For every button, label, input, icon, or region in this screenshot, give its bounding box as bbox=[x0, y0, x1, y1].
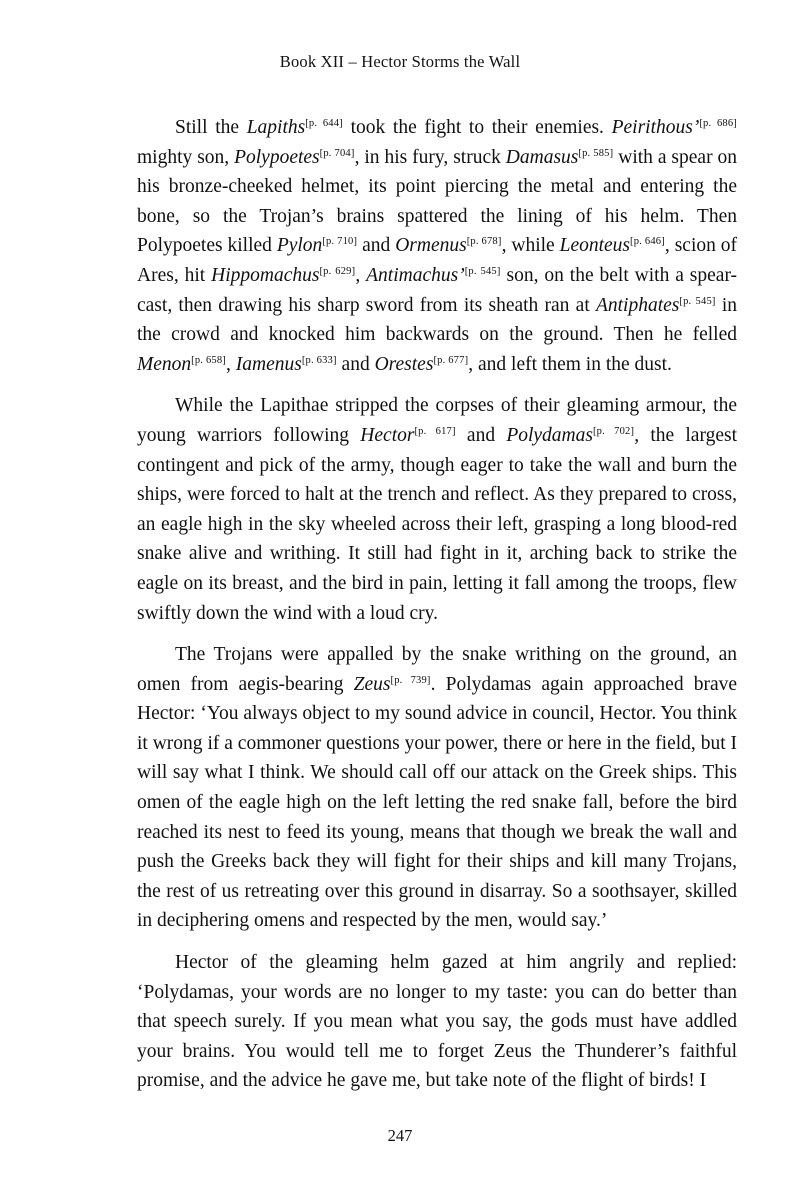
text-run: , and left them in the dust. bbox=[468, 353, 672, 375]
proper-name: Peirithous’ bbox=[611, 117, 700, 138]
text-run: , in his fury, struck bbox=[354, 146, 506, 168]
text-run: mighty son, bbox=[137, 146, 235, 168]
text-run: Hector of the gleaming helm gazed at him angrily and replied: ‘Polydamas, your words are no longer to my taste: you can do better than that speech surely. If you mean what you say, the gods must have addled your brains. You would tell me to forget Zeus the Thunderer’s faithful promise, and the advice he gave me, but take note of the flight of birds! I bbox=[137, 952, 737, 1092]
page-reference: [p. 633] bbox=[301, 354, 337, 366]
page-reference: [p. 585] bbox=[578, 147, 614, 159]
page-reference: [p. 678] bbox=[466, 236, 502, 248]
page-reference: [p. 646] bbox=[630, 236, 665, 248]
text-run: , bbox=[355, 264, 367, 286]
proper-name: Polypoetes bbox=[234, 146, 320, 168]
text-run: , scion of Ares, hit bbox=[137, 235, 738, 286]
paragraph bbox=[137, 391, 737, 628]
text-run: , the largest contingent and pick of the army, though eager to take the wall and burn the ships, were forced to halt at the trench and reflect. As they prepared to cross, an eagle high in the sky wheeled across their left, grasping a long blood-red snake alive and writhing. It still had fight in it, arching back to strike the eagle on its breast, and the bird in pain, letting it fall among the troops, flew swiftly down the wind with a loud cry. bbox=[137, 424, 738, 624]
page-reference: [p. 644] bbox=[305, 118, 343, 129]
proper-name: Polydamas bbox=[506, 424, 593, 446]
text-run: While the Lapithae stripped the corpses of their gleaming armour, the young warriors following bbox=[137, 395, 737, 446]
proper-name: Iamenus bbox=[235, 353, 302, 375]
page-number: 247 bbox=[387, 1126, 413, 1145]
page-reference: [p. 702] bbox=[592, 425, 635, 437]
proper-name: Zeus bbox=[353, 673, 391, 695]
text-run: The Trojans were appalled by the snake writhing on the ground, an omen from aegis-bearing bbox=[137, 644, 737, 695]
proper-name: Damasus bbox=[505, 146, 579, 168]
text-run: son, on the belt with a spear-cast, then drawing his sharp sword from its sheath ran at bbox=[137, 264, 738, 316]
page-reference: [p. 545] bbox=[464, 265, 501, 277]
text-run: took the fight to their enemies. bbox=[342, 117, 612, 138]
page-reference: [p. 629] bbox=[319, 265, 356, 277]
text-run: and bbox=[357, 235, 396, 257]
proper-name: Pylon bbox=[276, 235, 323, 257]
paragraph bbox=[137, 948, 737, 1096]
paragraph bbox=[137, 640, 737, 936]
body-text bbox=[137, 113, 737, 1108]
text-run: and bbox=[455, 424, 507, 446]
text-run: and bbox=[336, 353, 375, 375]
proper-name: Orestes bbox=[374, 353, 434, 375]
proper-name: Leonteus bbox=[559, 235, 631, 257]
text-run: Still the bbox=[175, 117, 247, 138]
page-reference: [p. 617] bbox=[414, 425, 456, 437]
page-reference: [p. 686] bbox=[699, 118, 738, 129]
proper-name: Antimachus’ bbox=[366, 264, 465, 286]
paragraph bbox=[137, 113, 737, 379]
text-run: in the crowd and knocked him backwards on the ground. Then he felled bbox=[137, 294, 737, 346]
page-reference: [p. 658] bbox=[191, 354, 226, 366]
page-reference: [p. 545] bbox=[679, 295, 716, 307]
page-reference: [p. 710] bbox=[322, 236, 358, 248]
text-run: , while bbox=[501, 235, 560, 257]
text-run: . Polydamas again approached brave Hector: ‘You always object to my sound advice in council, Hector. You think it wrong if a commoner questions your power, there or here in the field, but I will say what I think. We should call off our attack on the Greek ships. This omen of the eagle high on the left letting the red snake fall, before the bird reached its nest to feed its young, means that though we break the wall and push the Greeks back they will fight for their ships and kill many Trojans, the rest of us retreating over this ground in disarray. So a soothsayer, skilled in deciphering omens and respected by the men, would say.’ bbox=[137, 673, 738, 932]
page-reference: [p. 704] bbox=[319, 147, 355, 159]
text-run: , bbox=[226, 353, 236, 375]
proper-name: Antiphates bbox=[595, 294, 680, 316]
proper-name: Lapiths bbox=[246, 117, 306, 138]
proper-name: Ormenus bbox=[395, 235, 467, 257]
proper-name: Hector bbox=[360, 424, 415, 446]
proper-name: Hippomachus bbox=[211, 264, 320, 286]
page-reference: [p. 677] bbox=[433, 354, 469, 366]
text-run: with a spear on his bronze-cheeked helmet, its point piercing the metal and entering the bone, so the Trojan’s brains spattered the lining of his helm. Then Polypoetes killed bbox=[137, 146, 738, 257]
proper-name: Menon bbox=[137, 353, 192, 375]
running-header: Book XII – Hector Storms the Wall bbox=[279, 52, 521, 71]
page-reference: [p. 739] bbox=[390, 674, 431, 686]
